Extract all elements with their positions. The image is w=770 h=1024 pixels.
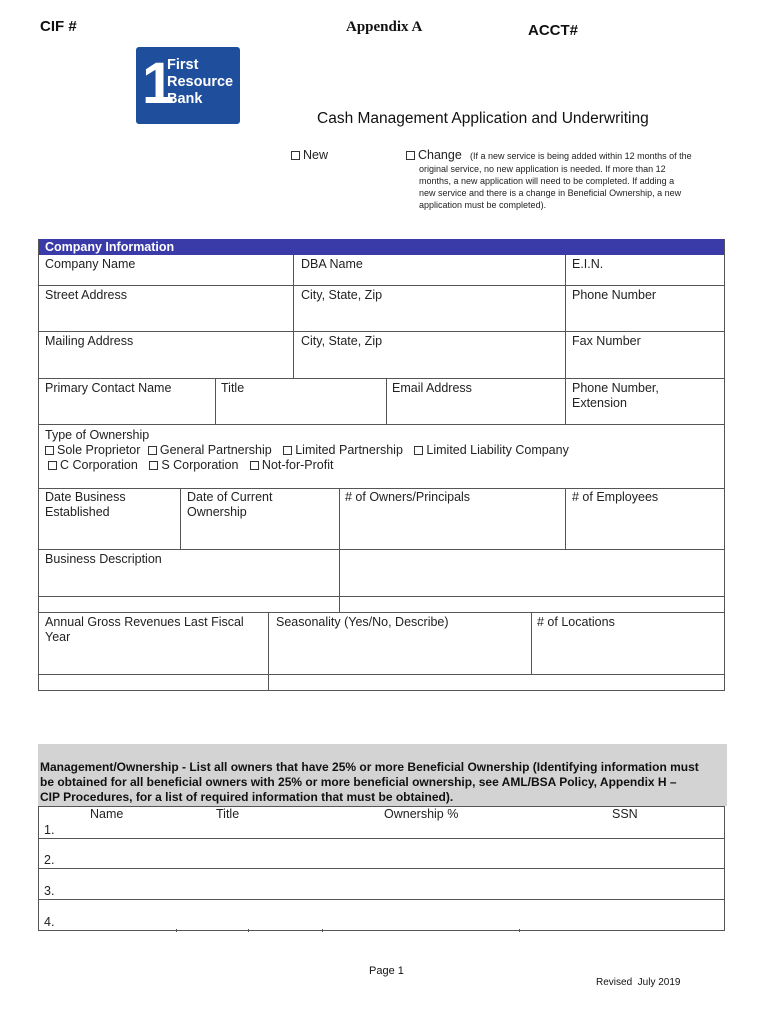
col-name: Name xyxy=(90,807,124,821)
acct-label: ACCT# xyxy=(528,22,579,39)
ownership-options-row-2 xyxy=(48,458,333,473)
change-note-2: original service, no new application is needed. If more than 12 xyxy=(419,164,666,174)
option-not-for-profit[interactable]: Not-for-Profit xyxy=(250,458,334,472)
num-owners-label: # of Owners/Principals xyxy=(345,490,471,504)
col-ownership: Ownership % xyxy=(384,807,459,821)
ownership-heading-3: CIP Procedures, for a list of required information that must be obtained). xyxy=(40,790,454,804)
title-label: Title xyxy=(221,381,245,395)
logo-numeral: 1 xyxy=(142,51,175,116)
logo-line-2: Resource xyxy=(167,74,234,90)
fax-number-label: Fax Number xyxy=(572,334,641,348)
revised-date: Revised July 2019 xyxy=(596,977,681,988)
street-address-label: Street Address xyxy=(45,288,127,302)
change-note-4: new service and there is a change in Beneficial Ownership, a new xyxy=(419,188,682,198)
annual-revenue-label-2: Year xyxy=(45,630,71,644)
phone-number-label: Phone Number xyxy=(572,288,657,302)
change-note-5: application must be completed). xyxy=(419,200,547,210)
option-general-partnership[interactable]: General Partnership xyxy=(148,443,272,457)
annual-revenue-label-1: Annual Gross Revenues Last Fiscal xyxy=(45,615,244,629)
new-checkbox[interactable] xyxy=(291,151,300,160)
phone-ext-label-1: Phone Number, xyxy=(572,381,659,395)
change-option[interactable]: Change xyxy=(406,148,462,163)
ownership-heading-2: be obtained for all beneficial owners with 25% or more beneficial ownership, see AML/BSA Policy, Appendix H – xyxy=(40,775,677,789)
page-number: Page 1 xyxy=(369,965,404,977)
logo-line-1: First xyxy=(167,57,199,73)
ownership-type-label: Type of Ownership xyxy=(45,428,150,442)
num-employees-label: # of Employees xyxy=(572,490,659,504)
owner-row-2: 2. xyxy=(44,853,55,867)
date-current-label-1: Date of Current xyxy=(187,490,273,504)
change-checkbox[interactable] xyxy=(406,151,415,160)
mailing-city-state-zip-label: City, State, Zip xyxy=(301,334,383,348)
ownership-options-row-1 xyxy=(45,443,569,458)
phone-ext-label-2: Extension xyxy=(572,396,627,410)
change-note-3: months, a new application will need to be completed. If adding a xyxy=(419,176,675,186)
change-note-1: (If a new service is being added within 12 months of the xyxy=(470,151,692,161)
ownership-heading-1: Management/Ownership - List all owners that have 25% or more Beneficial Ownership (Identifying information must xyxy=(40,760,699,774)
company-info-header xyxy=(38,239,725,255)
ein-label: E.I.N. xyxy=(572,257,604,271)
date-current-label-2: Ownership xyxy=(187,505,247,519)
email-label: Email Address xyxy=(392,381,472,395)
owner-row-4: 4. xyxy=(44,915,55,929)
new-option[interactable]: New xyxy=(291,148,328,163)
option-sole-proprietor[interactable]: Sole Proprietor xyxy=(45,443,140,457)
date-established-label-1: Date Business xyxy=(45,490,126,504)
option-s-corporation[interactable]: S Corporation xyxy=(149,458,238,472)
seasonality-label: Seasonality (Yes/No, Describe) xyxy=(276,615,449,629)
num-locations-label: # of Locations xyxy=(537,615,615,629)
date-established-label-2: Established xyxy=(45,505,110,519)
option-llc[interactable]: Limited Liability Company xyxy=(414,443,568,457)
company-info-heading: Company Information xyxy=(45,240,175,254)
mailing-address-label: Mailing Address xyxy=(45,334,134,348)
option-limited-partnership[interactable]: Limited Partnership xyxy=(283,443,403,457)
dba-name-label: DBA Name xyxy=(301,257,363,271)
option-c-corporation[interactable]: C Corporation xyxy=(48,458,138,472)
page-title: Cash Management Application and Underwriting xyxy=(317,110,649,127)
owner-row-1: 1. xyxy=(44,823,55,837)
col-title: Title xyxy=(216,807,240,821)
col-ssn: SSN xyxy=(612,807,638,821)
cif-label: CIF # xyxy=(40,18,77,35)
company-name-label: Company Name xyxy=(45,257,136,271)
ownership-header xyxy=(38,744,727,806)
business-description-label: Business Description xyxy=(45,552,162,566)
primary-contact-label: Primary Contact Name xyxy=(45,381,172,395)
appendix-label: Appendix A xyxy=(346,19,423,35)
bank-logo xyxy=(136,47,240,124)
city-state-zip-label: City, State, Zip xyxy=(301,288,383,302)
owner-row-3: 3. xyxy=(44,884,55,898)
logo-line-3: Bank xyxy=(167,91,203,107)
